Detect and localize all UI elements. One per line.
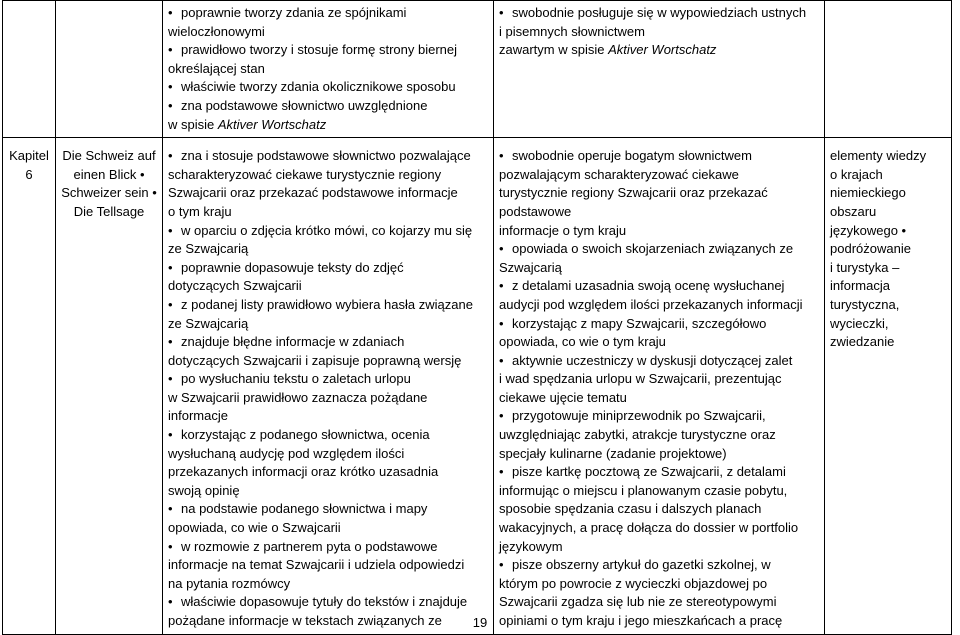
requirements-extended-cell [494, 138, 825, 634]
list-item [168, 259, 488, 278]
knowledge-line: niemieckiego [830, 185, 906, 201]
list-item-continuation [168, 60, 488, 79]
list-item-continuation [499, 23, 819, 42]
list-item [499, 4, 819, 23]
list-item-text: Szwajcarii zgadza się lub nie ze stereotypowymi [499, 594, 777, 610]
list-item-text: swobodnie operuje bogatym słownictwem [512, 148, 752, 164]
list-item-text: opowiada, co wie o tym kraju [499, 334, 666, 350]
list-item-continuation [499, 445, 819, 464]
list-item [499, 463, 819, 482]
list-item-text: znajduje błędne informacje w zdaniach [181, 334, 405, 350]
list-item-text: korzystając z podanego słownictwa, ocenia [181, 427, 430, 443]
list-item-continuation [168, 556, 488, 575]
topic-line: Schweizer sein • [61, 185, 157, 201]
list-item-text: Szwajcarią [499, 259, 562, 275]
list-item-continuation [168, 203, 488, 222]
chapter-line: Kapitel [9, 148, 49, 164]
list-item-text: w rozmowie z partnerem pyta o podstawowe [181, 538, 438, 554]
list-item-continuation [168, 463, 488, 482]
requirements-extended-list [494, 1, 824, 63]
list-item-text: zna podstawowe słownictwo uwzględnione [181, 97, 428, 113]
table-row-main [3, 138, 952, 634]
list-item-text: wakacyjnych, a pracę dołącza do dossier w portfolio [499, 520, 799, 536]
list-item [168, 4, 488, 23]
requirements-basic-list [163, 138, 493, 633]
list-item-text: z detalami uzasadnia swoją ocenę wysłuchanej [512, 278, 785, 294]
requirements-basic-top [163, 1, 494, 138]
list-item [168, 500, 488, 519]
knowledge-cell-empty [825, 1, 952, 138]
list-item-text: informacje o tym kraju [499, 222, 627, 238]
list-item-text: pisze kartkę pocztową ze Szwajcarii, z detalami [512, 464, 786, 480]
list-item-text: pozwalającym scharakteryzować ciekawe [499, 166, 739, 182]
requirements-extended-top [494, 1, 825, 138]
list-item-continuation [499, 482, 819, 501]
list-item-text: zna i stosuje podstawowe słownictwo pozwalające [181, 148, 471, 164]
list-item-text: scharakteryzować ciekawe turystycznie regiony [168, 166, 442, 182]
knowledge-line: zwiedzanie [830, 334, 895, 350]
list-item [168, 78, 488, 97]
list-item-continuation [499, 333, 819, 352]
list-item-text: aktywnie uczestniczy w dyskusji dotyczącej zalet [512, 352, 793, 368]
topic-label [56, 138, 162, 224]
list-item-text: poprawnie tworzy zdania ze spójnikami [181, 5, 407, 20]
list-item-text: ze Szwajcarią [168, 241, 249, 257]
list-item-text: pisze obszerny artykuł do gazetki szkolnej, w [512, 557, 771, 573]
list-item-continuation [499, 296, 819, 315]
table-row-top [3, 1, 952, 138]
list-item [168, 41, 488, 60]
list-item [499, 240, 819, 259]
page-number: 19 [472, 615, 488, 630]
list-item-text: dotyczących Szwajcarii [168, 278, 302, 294]
list-item-continuation [168, 277, 488, 296]
list-item-text: językowym [499, 538, 563, 554]
list-item-text: swoją opinię [168, 482, 240, 498]
list-item-text: opowiada, co wie o Szwajcarii [168, 520, 341, 536]
list-item-text: Szwajcarii oraz przekazać podstawowe informacje [168, 185, 458, 201]
list-item-continuation [168, 482, 488, 501]
list-item-text: przygotowuje miniprzewodnik po Szwajcarii, [512, 408, 766, 424]
list-item [168, 296, 488, 315]
list-item-text: i wad spędzania urlopu w Szwajcarii, prezentując [499, 371, 782, 387]
list-item-text: opiniami o tym kraju i jego mieszkańcach a pracę [499, 613, 783, 628]
list-item-text: określającej stan [168, 60, 265, 76]
list-item-continuation [499, 426, 819, 445]
list-item-continuation [168, 519, 488, 538]
list-item-text: sposobie spędzania czasu i dalszych planach [499, 501, 762, 517]
knowledge-line: podróżowanie [830, 241, 911, 257]
list-item-text: ze Szwajcarią [168, 315, 249, 331]
list-item-italic-text: Aktiver Wortschatz [608, 42, 717, 58]
requirements-extended-list [494, 138, 824, 633]
list-item-text: informując o miejscu i planowanym czasie pobytu, [499, 482, 788, 498]
list-item [168, 222, 488, 241]
list-item-continuation [499, 166, 819, 185]
list-item [499, 352, 819, 371]
list-item-text: którym po powrocie z wycieczki objazdowej po [499, 575, 768, 591]
list-item [168, 97, 488, 116]
list-item-continuation [499, 203, 819, 222]
list-item-text: na pytania rozmówcy [168, 575, 291, 591]
list-item-continuation [168, 389, 488, 408]
list-item-text: po wysłuchaniu tekstu o zaletach urlopu [181, 371, 411, 387]
list-item-continuation [499, 519, 819, 538]
list-item [499, 556, 819, 575]
list-item-text: audycji pod względem ilości przekazanych informacji [499, 296, 803, 312]
list-item-continuation [168, 315, 488, 334]
list-item-continuation [168, 445, 488, 464]
topic-line: Die Schweiz auf [62, 148, 156, 164]
list-item-continuation [168, 166, 488, 185]
list-item-text: informacje [168, 408, 228, 424]
list-item-text: w Szwajcarii prawidłowo zaznacza pożądane [168, 389, 428, 405]
list-item-text: zawartym w spisie [499, 42, 609, 58]
chapter-line: 6 [25, 166, 33, 182]
list-item-continuation [168, 240, 488, 259]
list-item-continuation [499, 575, 819, 594]
knowledge-line: informacja [830, 278, 890, 294]
list-item-continuation [499, 538, 819, 557]
list-item-text: swobodnie posługuje się w wypowiedziach ustnych [512, 5, 807, 20]
list-item-continuation [499, 259, 819, 278]
chapter-cell [3, 138, 56, 634]
list-item-text: ciekawe ujęcie tematu [499, 389, 627, 405]
list-item-text: informacje na temat Szwajcarii i udziela odpowiedzi [168, 557, 465, 573]
knowledge-line: językowego • [830, 222, 907, 238]
list-item-text: i pisemnych słownictwem [499, 23, 645, 39]
list-item [168, 538, 488, 557]
list-item-text: w spisie [168, 116, 218, 132]
chapter-label [3, 138, 55, 187]
knowledge-list [825, 138, 951, 355]
topic-line: einen Blick • [73, 166, 145, 182]
list-item [499, 147, 819, 166]
list-item-text: w oparciu o zdjęcia krótko mówi, co kojarzy mu się [181, 222, 473, 238]
knowledge-line: o krajach [830, 166, 883, 182]
list-item [499, 315, 819, 334]
list-item [168, 593, 488, 612]
list-item-text: wieloczłonowymi [168, 23, 265, 39]
knowledge-line: turystyczna, [830, 296, 900, 312]
list-item-text: o tym kraju [168, 203, 232, 219]
chapter-cell-empty [3, 1, 56, 138]
list-item-text: prawidłowo tworzy i stosuje formę strony biernej [181, 42, 457, 58]
knowledge-line: obszaru [830, 203, 877, 219]
list-item-continuation [499, 41, 819, 60]
list-item-continuation [168, 575, 488, 594]
list-item-text: uwzględniając zabytki, atrakcje turystyczne oraz [499, 427, 776, 443]
knowledge-line: i turystyka – [830, 259, 900, 275]
topic-cell-empty [56, 1, 163, 138]
list-item-continuation [499, 500, 819, 519]
requirements-basic-cell [163, 138, 494, 634]
list-item-text: wysłuchaną audycję pod względem ilości [168, 445, 405, 461]
list-item [168, 147, 488, 166]
list-item-continuation [168, 116, 488, 135]
knowledge-line: elementy wiedzy [830, 148, 927, 164]
list-item-text: turystycznie regiony Szwajcarii oraz przekazać [499, 185, 768, 201]
list-item-text: poprawnie dopasowuje teksty do zdjęć [181, 259, 404, 275]
list-item-continuation [499, 389, 819, 408]
list-item-continuation [168, 184, 488, 203]
list-item [168, 426, 488, 445]
list-item-italic-text: Aktiver Wortschatz [217, 116, 327, 132]
list-item-text: dotyczących Szwajcarii i zapisuje poprawną wersję [168, 352, 462, 368]
list-item-continuation [168, 352, 488, 371]
list-item-text: na podstawie podanego słownictwa i mapy [181, 501, 428, 517]
list-item-continuation [168, 407, 488, 426]
list-item-continuation [499, 370, 819, 389]
list-item-text: korzystając z mapy Szwajcarii, szczegółowo [512, 315, 767, 331]
list-item [499, 277, 819, 296]
list-item [499, 407, 819, 426]
requirements-basic-list [163, 1, 493, 137]
topic-line: Die Tellsage [73, 203, 145, 219]
list-item-text: właściwie tworzy zdania okolicznikowe sposobu [181, 79, 456, 95]
list-item [168, 333, 488, 352]
list-item-text: z podanej listy prawidłowo wybiera hasła związane [181, 296, 473, 312]
knowledge-cell [825, 138, 952, 634]
list-item-text: podstawowe [499, 203, 572, 219]
list-item-text: opowiada o swoich skojarzeniach związanych ze [512, 241, 794, 257]
list-item-continuation [168, 23, 488, 42]
knowledge-line: wycieczki, [830, 315, 889, 331]
list-item [168, 370, 488, 389]
list-item-continuation [499, 593, 819, 612]
list-item-continuation [499, 222, 819, 241]
curriculum-table [2, 0, 952, 635]
list-item-text: przekazanych informacji oraz krótko uzasadnia [168, 464, 439, 480]
list-item-text: specjały kulinarne (zadanie projektowe) [499, 445, 727, 461]
topic-cell [56, 138, 163, 634]
list-item-continuation [499, 184, 819, 203]
list-item-text: pożądane informacje w tekstach związanych ze [168, 613, 442, 628]
list-item-text: właściwie dopasowuje tytuły do tekstów i znajduje [181, 594, 468, 610]
